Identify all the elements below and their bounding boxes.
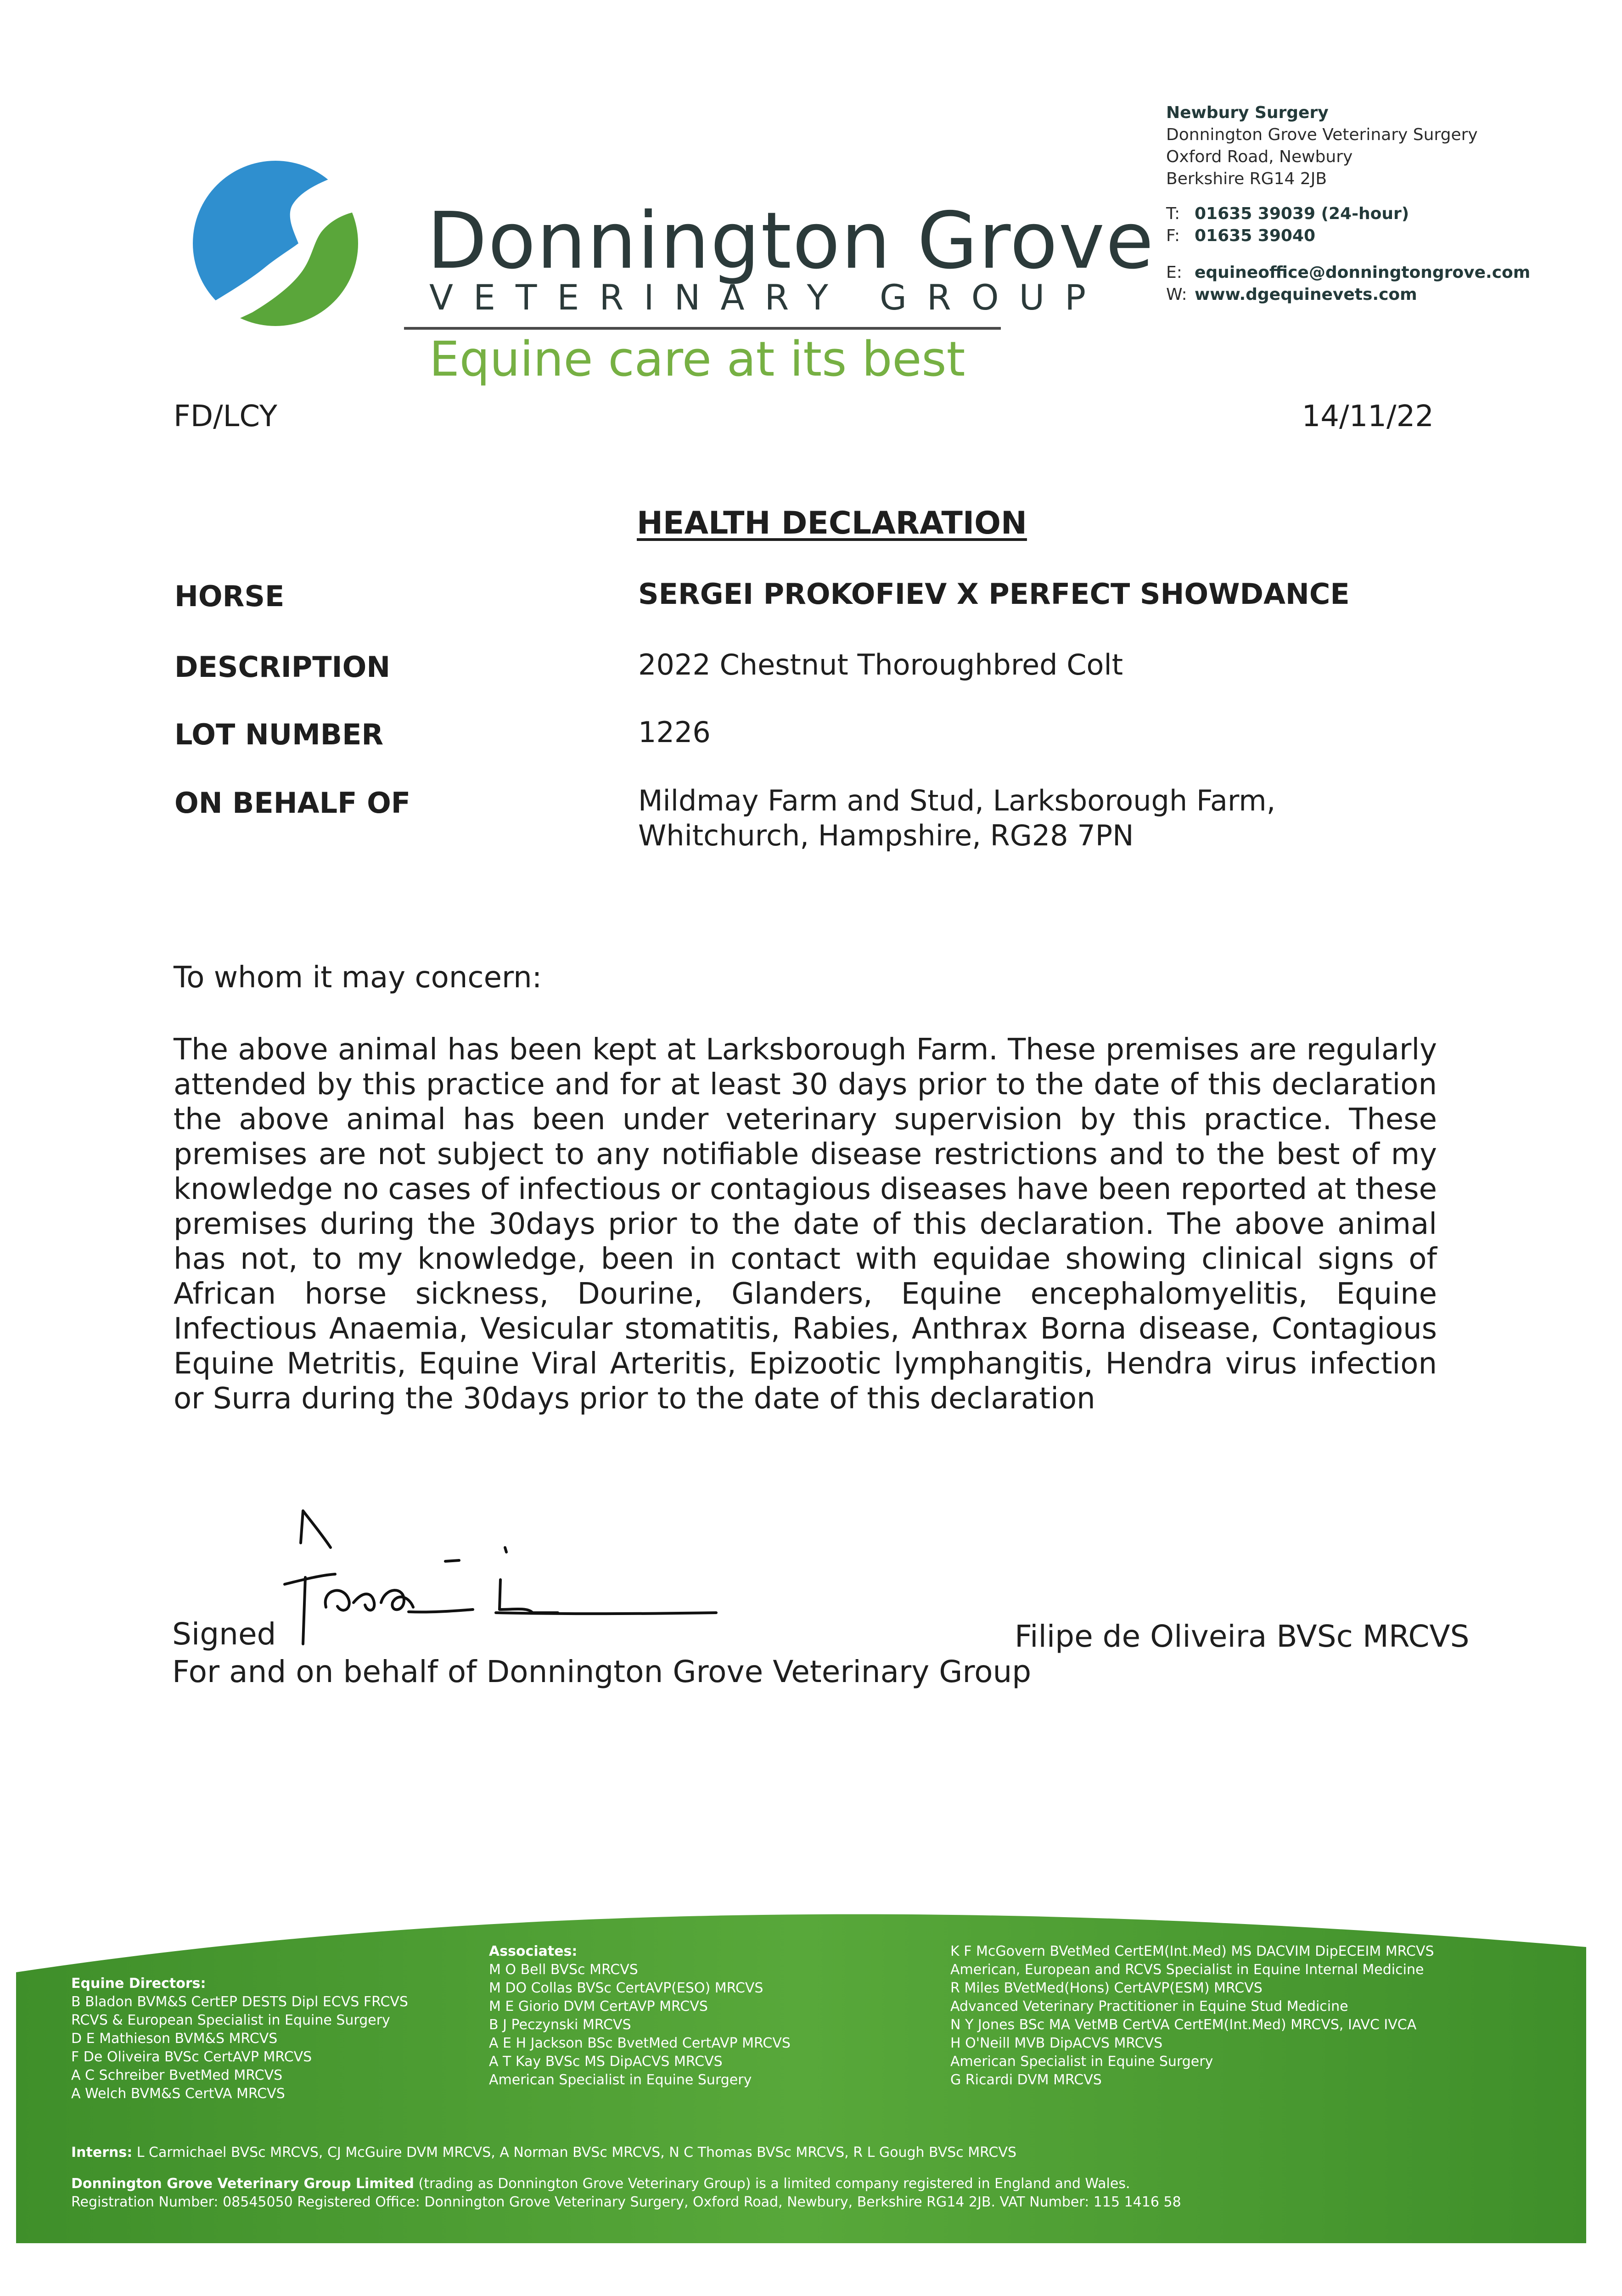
- directors-list: [71, 1975, 484, 2103]
- associate-entry: A T Kay BVSc MS DipACVS MRCVS: [489, 2054, 723, 2070]
- specialist-entry: R Miles BVetMed(Hons) CertAVP(ESM) MRCVS: [950, 1980, 1263, 1996]
- associate-entry: M O Bell BVSc MRCVS: [489, 1962, 638, 1978]
- detail-label-description: DESCRIPTION: [174, 650, 391, 684]
- email-row: [1166, 262, 1570, 284]
- director-entry: F De Oliveira BVSc CertAVP MRCVS: [71, 2049, 312, 2065]
- detail-value-on-behalf-of: Mildmay Farm and Stud, Larksborough Farm, Whitchurch, Hampshire, RG28 7PN: [638, 784, 1276, 852]
- specialist-entry: H O'Neill MVB DipACVS MRCVS: [950, 2035, 1163, 2051]
- web-label: W:: [1166, 285, 1187, 304]
- specialist-entry: Advanced Veterinary Practitioner in Equine Stud Medicine: [950, 1998, 1348, 2015]
- associate-entry: M DO Collas BVSc CertAVP(ESO) MRCVS: [489, 1980, 763, 1996]
- specialist-entry: N Y Jones BSc MA VetMB CertVA CertEM(Int.Med) MRCVS, IAVC IVCA: [950, 2017, 1417, 2033]
- footer-panel: [16, 1883, 1588, 2243]
- interns-names: L Carmichael BVSc MRCVS, CJ McGuire DVM MRCVS, A Norman BVSc MRCVS, N C Thomas BVSc MRCVS, R L Gough BVSc MRCVS: [136, 2144, 1017, 2161]
- directors-title: Equine Directors:: [71, 1975, 206, 1992]
- email-address: equineoffice@donningtongrove.com: [1195, 263, 1531, 282]
- fax-number: 01635 39040: [1195, 226, 1316, 245]
- donnington-grove-logo: [184, 152, 367, 335]
- detail-value-lot-number: 1226: [638, 715, 711, 749]
- detail-label-on-behalf-of: ON BEHALF OF: [174, 786, 411, 820]
- on-behalf-line: For and on behalf of Donnington Grove Veterinary Group: [172, 1654, 1032, 1689]
- detail-value-horse: SERGEI PROKOFIEV X PERFECT SHOWDANCE: [638, 577, 1350, 611]
- tagline: Equine care at its best: [429, 331, 965, 387]
- specialist-entry: American Specialist in Equine Surgery: [950, 2054, 1213, 2070]
- fax-label: F:: [1166, 226, 1180, 245]
- email-label: E:: [1166, 263, 1182, 282]
- specialist-entry: American, European and RCVS Specialist in Equine Internal Medicine: [950, 1962, 1424, 1978]
- specialists-list: [950, 1942, 1570, 2089]
- director-entry: RCVS & European Specialist in Equine Surgery: [71, 2012, 390, 2028]
- registration-line: Registration Number: 08545050 Registered Office: Donnington Grove Veterinary Surgery, Oxford Road, Newbury, Berkshire RG14 2JB. VAT Number: 115 1416 58: [71, 2194, 1181, 2210]
- declaration-body: The above animal has been kept at Larksborough Farm. These premises are regularly attended by this practice and for at least 30 days prior to the date of this declaration the above animal has been under veterinary supervision by this practice. These premises are not subject to any notifiable disease restrictions and to the best of my knowledge no cases of infectious or contagious diseases have been reported at these premises during the 30days prior to the date of this declaration. The above animal has not, to my knowledge, been in contact with equidae showing clinical signs of African horse sickness, Dourine, Glanders, Equine encephalomyelitis, Equine Infectious Anaemia, Vesicular stomatitis, Rabies, Anthrax Borna disease, Contagious Equine Metritis, Equine Viral Arteritis, Epizootic lymphangitis, Hendra virus infection or Surra during the 30days prior to the date of this declaration: [174, 1033, 1437, 1416]
- salutation: To whom it may concern:: [174, 961, 542, 995]
- associates-title: Associates:: [489, 1943, 578, 1959]
- associate-entry: American Specialist in Equine Surgery: [489, 2072, 752, 2088]
- reference-code: FD/LCY: [174, 400, 277, 433]
- detail-label-lot-number: LOT NUMBER: [174, 718, 384, 751]
- interns-label: Interns:: [71, 2144, 133, 2161]
- director-entry: A C Schreiber BvetMed MRCVS: [71, 2067, 283, 2083]
- surgery-name: Newbury Surgery: [1166, 103, 1329, 122]
- surgery-address-line: Donnington Grove Veterinary Surgery: [1166, 125, 1478, 144]
- specialist-entry: G Ricardi DVM MRCVS: [950, 2072, 1102, 2088]
- associate-entry: M E Giorio DVM CertAVP MRCVS: [489, 1998, 708, 2015]
- surgery-address-line: Oxford Road, Newbury: [1166, 147, 1353, 166]
- company-description: (trading as Donnington Grove Veterinary Group) is a limited company registered in England and Wales.: [418, 2176, 1130, 2192]
- surgery-address-line: Berkshire RG14 2JB: [1166, 169, 1327, 188]
- web-row: [1166, 284, 1570, 306]
- company-name: Donnington Grove Veterinary Group Limited: [71, 2176, 414, 2192]
- brand-divider: [404, 327, 1001, 330]
- web-address: www.dgequinevets.com: [1195, 285, 1417, 304]
- fax-row: [1166, 225, 1570, 247]
- detail-label-horse: HORSE: [174, 580, 285, 613]
- signatory-name: Filipe de Oliveira BVSc MRCVS: [1015, 1619, 1470, 1654]
- associate-entry: A E H Jackson BSc BvetMed CertAVP MRCVS: [489, 2035, 791, 2051]
- director-entry: A Welch BVM&S CertVA MRCVS: [71, 2086, 285, 2102]
- document-heading: HEALTH DECLARATION: [637, 505, 1027, 541]
- company-line: [71, 2175, 1540, 2193]
- handwritten-signature: [257, 1492, 730, 1658]
- letter-date: 14/11/22: [1302, 400, 1434, 433]
- phone-row: [1166, 203, 1570, 225]
- phone-label: T:: [1166, 204, 1180, 223]
- specialist-entry: K F McGovern BVetMed CertEM(Int.Med) MS DACVIM DipECEIM MRCVS: [950, 1943, 1434, 1959]
- director-entry: D E Mathieson BVM&S MRCVS: [71, 2031, 278, 2047]
- interns-line: [71, 2144, 1540, 2162]
- brand-subtitle: VETERINARY GROUP: [429, 277, 1106, 318]
- phone-number: 01635 39039 (24-hour): [1195, 204, 1409, 223]
- associate-entry: B J Peczynski MRCVS: [489, 2017, 631, 2033]
- detail-value-description: 2022 Chestnut Thoroughbred Colt: [638, 648, 1123, 681]
- director-entry: B Bladon BVM&S CertEP DESTS Dipl ECVS FRCVS: [71, 1994, 408, 2010]
- brand-name: Donnington Grove: [427, 196, 1155, 287]
- associates-list: [489, 1942, 925, 2089]
- signed-label: Signed: [172, 1616, 276, 1652]
- surgery-address-block: [1166, 102, 1570, 306]
